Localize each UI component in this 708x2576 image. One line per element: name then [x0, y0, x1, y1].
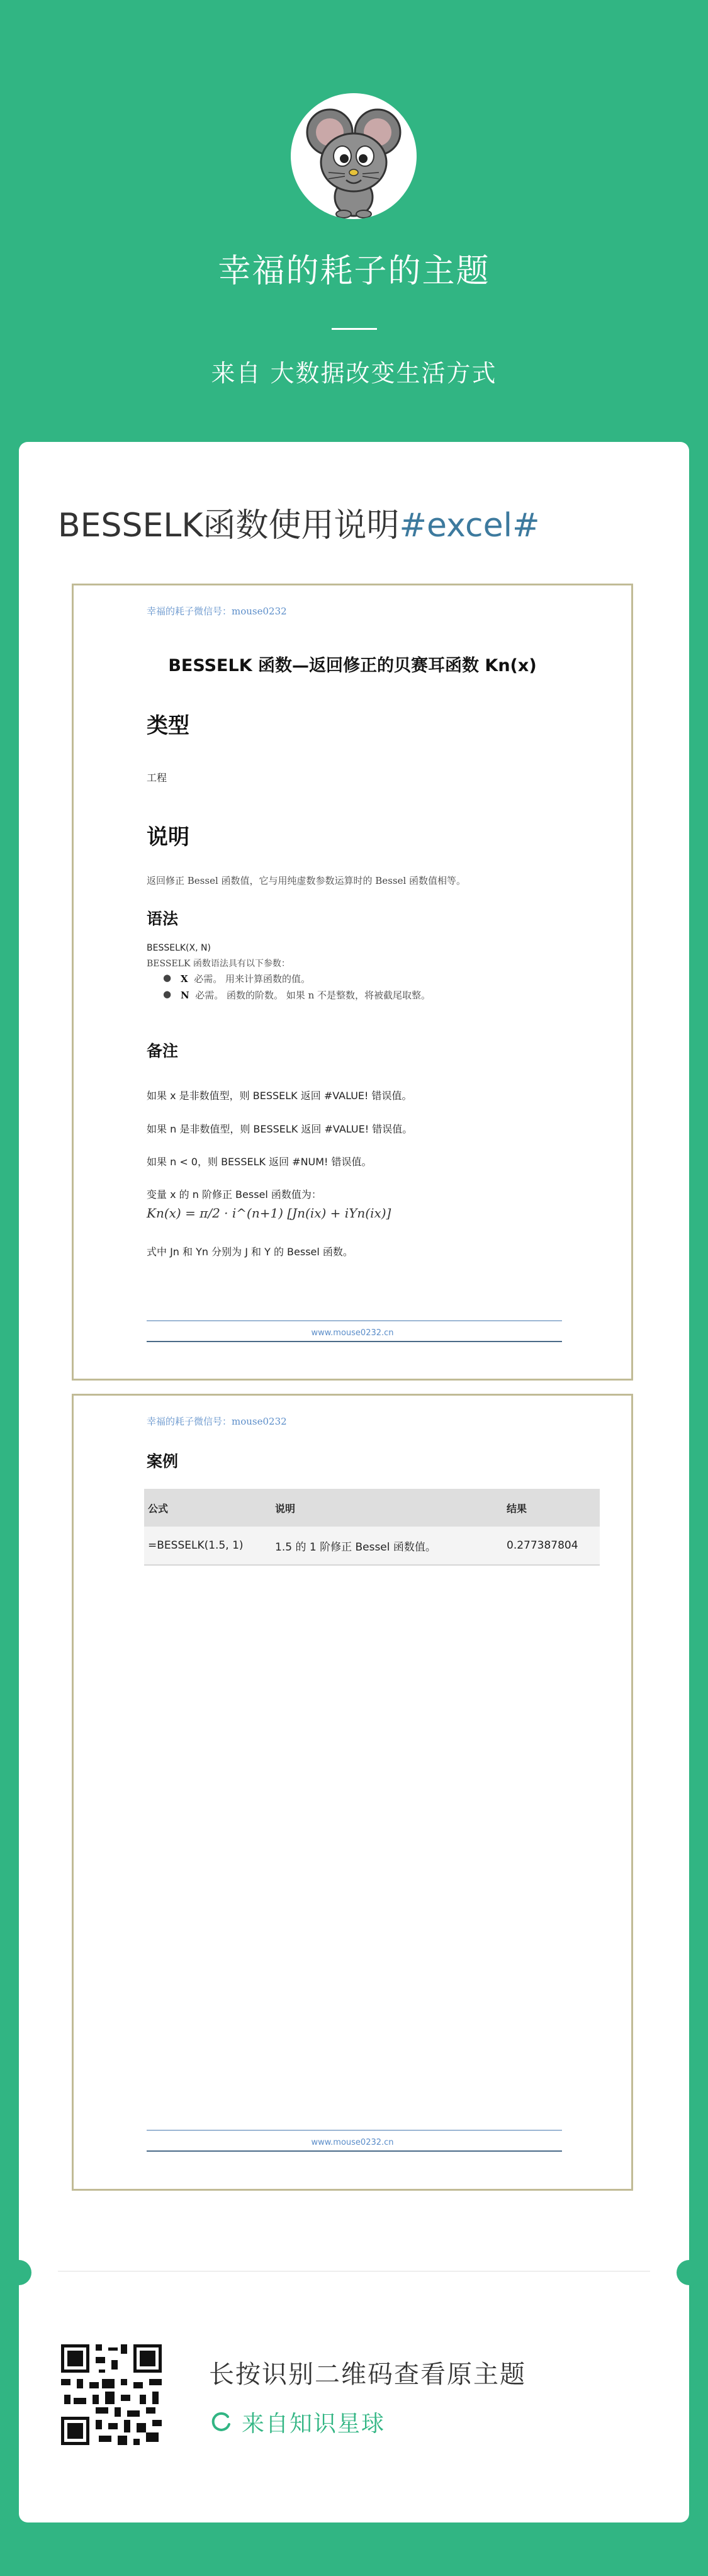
syntax-line: BESSELK(X, N) — [147, 943, 211, 953]
table-cell: 0.277387804 — [503, 1527, 600, 1565]
param-name: N — [181, 990, 189, 1001]
theme-title: 幸福的耗子的主题 — [218, 252, 490, 290]
footer-url[interactable]: www.mouse0232.cn — [311, 1328, 394, 1338]
case-title: 案例 — [147, 1452, 179, 1471]
footer-rule — [147, 2130, 562, 2131]
bessel-formula: Kn(x) = π/2 · i^(n+1) [Jn(ix) + iYn(ix)] — [147, 1206, 391, 1221]
note-item: 如果 n 是非数值型，则 BESSELK 返回 #VALUE! 错误值。 — [147, 1123, 413, 1135]
type-title: 类型 — [147, 713, 189, 738]
document-page-2 — [72, 1394, 633, 2191]
table-row — [144, 1527, 600, 1565]
param-x — [163, 972, 310, 985]
page-heading: BESSELK 函数—返回修正的贝赛耳函数 Kn(x) — [168, 656, 537, 675]
notes-title: 备注 — [147, 1042, 179, 1060]
source-link-label: 来自知识星球 — [242, 2411, 386, 2437]
column-header: 结果 — [503, 1489, 600, 1527]
formula-note: 式中 Jn 和 Yn 分别为 J 和 Y 的 Bessel 函数。 — [147, 1246, 353, 1258]
param-text: 必需。 函数的阶数。 如果 n 不是整数，将被截尾取整。 — [195, 990, 431, 1001]
footer-rule — [147, 1320, 562, 1321]
scan-instruction: 长按识别二维码查看原主题 — [209, 2360, 526, 2389]
document-page-1 — [72, 584, 633, 1381]
ticket-notch-left — [6, 2260, 31, 2285]
source-link[interactable] — [209, 2406, 385, 2438]
theme-subtitle: 来自 大数据改变生活方式 — [211, 359, 497, 387]
document-title-text: BESSELK函数使用说明 — [58, 507, 400, 545]
document-title — [58, 499, 540, 546]
note-item: 如果 x 是非数值型，则 BESSELK 返回 #VALUE! 错误值。 — [147, 1090, 412, 1102]
table-header-row — [144, 1489, 600, 1527]
header-divider — [332, 328, 377, 330]
param-text: 必需。 用来计算函数的值。 — [194, 973, 310, 985]
param-name: X — [181, 973, 188, 985]
bullet-icon: ● — [163, 972, 172, 983]
mouse-avatar[interactable] — [291, 93, 417, 219]
type-value: 工程 — [147, 772, 167, 784]
note-item: 如果 n < 0，则 BESSELK 返回 #NUM! 错误值。 — [147, 1156, 372, 1168]
description-title: 说明 — [147, 825, 189, 850]
column-header: 公式 — [144, 1489, 271, 1527]
footer-url[interactable]: www.mouse0232.cn — [311, 2138, 394, 2147]
knowledge-planet-icon — [209, 2410, 233, 2434]
column-header: 说明 — [271, 1489, 503, 1527]
syntax-title: 语法 — [147, 910, 179, 928]
note-item: 变量 x 的 n 阶修正 Bessel 函数值为： — [147, 1189, 322, 1200]
qr-code-icon[interactable] — [58, 2341, 165, 2448]
param-n — [163, 988, 431, 1002]
wechat-id: 幸福的耗子微信号：mouse0232 — [147, 606, 287, 617]
footer-rule — [147, 1341, 562, 1342]
syntax-description: BESSELK 函数语法具有以下参数： — [147, 959, 290, 969]
content-card — [19, 442, 689, 2522]
ticket-notch-right — [677, 2260, 702, 2285]
description-text: 返回修正 Bessel 函数值，它与用纯虚数参数运算时的 Bessel 函数值相等。 — [147, 875, 466, 886]
example-table — [144, 1489, 600, 1566]
table-cell: =BESSELK(1.5, 1) — [144, 1527, 271, 1565]
table-cell: 1.5 的 1 阶修正 Bessel 函数值。 — [271, 1527, 503, 1565]
header — [0, 0, 708, 441]
wechat-id: 幸福的耗子微信号：mouse0232 — [147, 1416, 287, 1427]
bullet-icon: ● — [163, 988, 172, 1000]
footer-rule — [147, 2150, 562, 2152]
excel-hashtag[interactable]: #excel# — [399, 507, 540, 545]
card-separator — [58, 2271, 650, 2272]
